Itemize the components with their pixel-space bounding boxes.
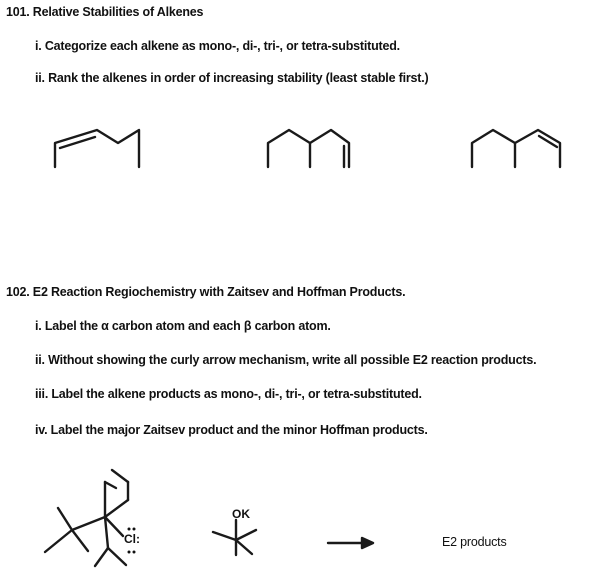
problem-102-item-i: i. Label the α carbon atom and each β carbon atom. [35, 319, 331, 333]
problem-102-heading: 102. E2 Reaction Regiochemistry with Zaitsev and Hoffman Products. [6, 285, 406, 299]
problem-101-heading: 101. Relative Stabilities of Alkenes [6, 5, 204, 19]
problem-102-item-iv: iv. Label the major Zaitsev product and the minor Hoffman products. [35, 423, 428, 437]
problem-102-item-ii: ii. Without showing the curly arrow mechanism, write all possible E2 reaction products. [35, 353, 537, 367]
chlorine-label: Cl: [124, 532, 140, 546]
problem-101-item-ii: ii. Rank the alkenes in order of increasing stability (least stable first.) [35, 71, 429, 85]
problem-101-item-i: i. Categorize each alkene as mono-, di-, tri-, or tetra-substituted. [35, 39, 400, 53]
base-label: OK [232, 507, 250, 521]
problem-102-item-iii: iii. Label the alkene products as mono-, di-, tri-, or tetra-substituted. [35, 387, 422, 401]
e2-products-label: E2 products [442, 535, 507, 549]
